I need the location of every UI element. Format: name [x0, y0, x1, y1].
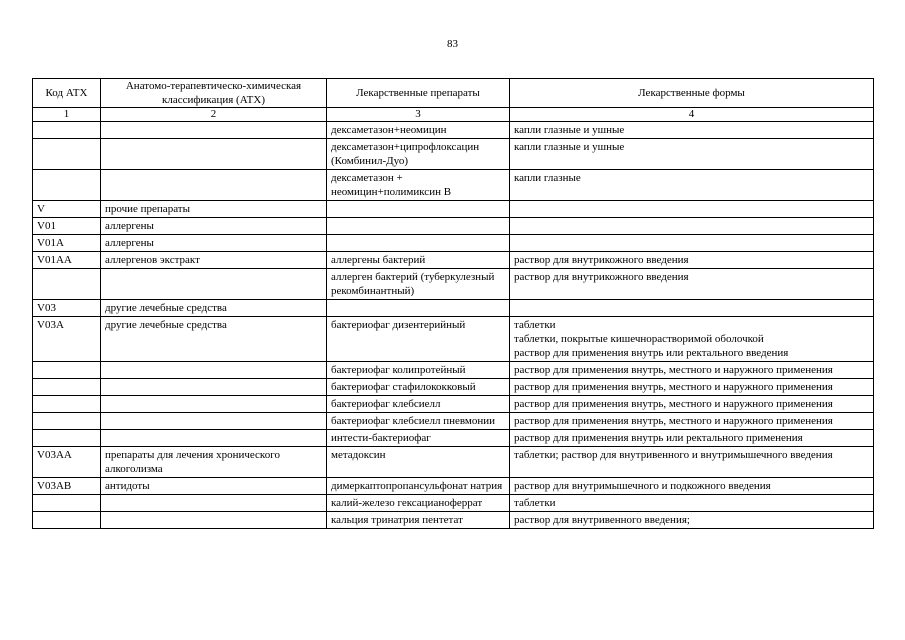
table-row [33, 170, 874, 201]
drug-name-cell: метадоксин [327, 447, 510, 478]
atc-name-cell [101, 396, 327, 413]
dosage-form-text: раствор для внутривенного введения; [514, 514, 690, 526]
dosage-form-text: раствор для применения внутрь, местного и наружного применения [514, 398, 833, 410]
dosage-form-text: капли глазные и ушные [514, 124, 625, 136]
column-number: 4 [510, 108, 874, 122]
header-row [33, 79, 874, 108]
atc-name-cell: прочие препараты [101, 201, 327, 218]
table-row [33, 252, 874, 269]
atc-name-cell [101, 512, 327, 529]
column-number: 3 [327, 108, 510, 122]
drug-name-cell [327, 235, 510, 252]
drug-name-cell: аллергены бактерий [327, 252, 510, 269]
column-number-row [33, 108, 874, 122]
atc-code-cell: V01A [33, 235, 101, 252]
atc-code-cell: V03A [33, 317, 101, 362]
column-number: 2 [101, 108, 327, 122]
atc-code-cell: V [33, 201, 101, 218]
column-number: 1 [33, 108, 101, 122]
atc-code-cell [33, 413, 101, 430]
header-atc-classification: Анатомо-терапевтическо-химическая классификация (АТХ) [101, 79, 327, 108]
drug-name-cell: бактериофаг клебсиелл пневмонии [327, 413, 510, 430]
dosage-form-text: таблетки [514, 497, 556, 509]
atc-code-cell [33, 139, 101, 170]
drug-name-cell: дексаметазон+неомицин [327, 122, 510, 139]
dosage-forms-cell [510, 218, 874, 235]
atc-code-cell: V01 [33, 218, 101, 235]
dosage-forms-cell [510, 139, 874, 170]
atc-code-cell [33, 495, 101, 512]
atc-name-cell: антидоты [101, 478, 327, 495]
atc-name-cell [101, 495, 327, 512]
atc-code-cell [33, 430, 101, 447]
drug-name-cell [327, 201, 510, 218]
atc-code-cell: V03AA [33, 447, 101, 478]
drug-name-cell: дексаметазон + неомицин+полимиксин В [327, 170, 510, 201]
drug-name-cell: кальция тринатрия пентетат [327, 512, 510, 529]
drug-name-cell: бактериофаг дизентерийный [327, 317, 510, 362]
header-dosage-forms: Лекарственные формы [510, 79, 874, 108]
table-row [33, 362, 874, 379]
table-row [33, 300, 874, 317]
table-row [33, 201, 874, 218]
atc-code-cell [33, 362, 101, 379]
table-row [33, 413, 874, 430]
atc-table [32, 78, 874, 529]
dosage-forms-cell [510, 300, 874, 317]
dosage-form-text: капли глазные [514, 172, 581, 184]
atc-name-cell [101, 430, 327, 447]
dosage-form-text: таблетки [514, 319, 556, 331]
dosage-form-text: раствор для внутрикожного введения [514, 254, 689, 266]
dosage-form-text: раствор для применения внутрь, местного и наружного применения [514, 381, 833, 393]
atc-name-cell: другие лечебные средства [101, 317, 327, 362]
dosage-form-text: капли глазные и ушные [514, 141, 625, 153]
drug-name-cell: калий-железо гексацианоферрат [327, 495, 510, 512]
dosage-forms-cell [510, 170, 874, 201]
header-atc-code: Код АТХ [33, 79, 101, 108]
drug-name-cell [327, 218, 510, 235]
dosage-form-text: таблетки; раствор для внутривенного и внутримышечного введения [514, 449, 833, 461]
table-row [33, 495, 874, 512]
atc-code-cell [33, 512, 101, 529]
atc-name-cell [101, 170, 327, 201]
atc-name-cell: аллергены [101, 218, 327, 235]
dosage-form-text: раствор для применения внутрь или ректального введения [514, 347, 789, 359]
atc-name-cell: аллергенов экстракт [101, 252, 327, 269]
dosage-form-text: раствор для внутрикожного введения [514, 271, 689, 283]
atc-name-cell: препараты для лечения хронического алкоголизма [101, 447, 327, 478]
dosage-forms-cell [510, 269, 874, 300]
table-row [33, 317, 874, 362]
table-row [33, 478, 874, 495]
table-row [33, 430, 874, 447]
drug-name-cell: интести-бактериофаг [327, 430, 510, 447]
dosage-form-text: таблетки, покрытые кишечнорастворимой оболочкой [514, 333, 764, 345]
dosage-forms-cell [510, 478, 874, 495]
atc-name-cell [101, 122, 327, 139]
dosage-forms-cell [510, 379, 874, 396]
dosage-form-text: раствор для применения внутрь, местного и наружного применения [514, 415, 833, 427]
atc-code-cell: V03AB [33, 478, 101, 495]
drug-name-cell: димеркаптопропансульфонат натрия [327, 478, 510, 495]
dosage-forms-cell [510, 317, 874, 362]
dosage-forms-cell [510, 396, 874, 413]
dosage-forms-cell [510, 122, 874, 139]
atc-code-cell [33, 379, 101, 396]
atc-code-cell: V03 [33, 300, 101, 317]
dosage-forms-cell [510, 252, 874, 269]
table-row [33, 379, 874, 396]
dosage-forms-cell [510, 235, 874, 252]
table-row [33, 396, 874, 413]
dosage-forms-cell [510, 495, 874, 512]
atc-name-cell: аллергены [101, 235, 327, 252]
dosage-forms-cell [510, 201, 874, 218]
atc-name-cell [101, 139, 327, 170]
dosage-forms-cell [510, 430, 874, 447]
atc-name-cell [101, 269, 327, 300]
drug-name-cell: бактериофаг колипротейный [327, 362, 510, 379]
drug-name-cell: дексаметазон+ципрофлоксацин (Комбинил-Дуо) [327, 139, 510, 170]
page-number: 83 [447, 38, 458, 50]
atc-name-cell [101, 413, 327, 430]
drug-name-cell: бактериофаг клебсиелл [327, 396, 510, 413]
header-drugs: Лекарственные препараты [327, 79, 510, 108]
dosage-form-text: раствор для внутримышечного и подкожного введения [514, 480, 771, 492]
atc-code-cell [33, 170, 101, 201]
atc-name-cell [101, 362, 327, 379]
table-row [33, 139, 874, 170]
atc-name-cell [101, 379, 327, 396]
drug-name-cell: аллерген бактерий (туберкулезный рекомбинантный) [327, 269, 510, 300]
dosage-forms-cell [510, 413, 874, 430]
drug-name-cell: бактериофаг стафилококковый [327, 379, 510, 396]
atc-code-cell [33, 122, 101, 139]
dosage-form-text: раствор для применения внутрь или ректального применения [514, 432, 803, 444]
drug-name-cell [327, 300, 510, 317]
atc-code-cell [33, 269, 101, 300]
dosage-forms-cell [510, 362, 874, 379]
table-row [33, 512, 874, 529]
atc-code-cell [33, 396, 101, 413]
table-row [33, 235, 874, 252]
table-row [33, 269, 874, 300]
dosage-forms-cell [510, 512, 874, 529]
table-row [33, 122, 874, 139]
atc-name-cell: другие лечебные средства [101, 300, 327, 317]
table-row [33, 447, 874, 478]
table-body [33, 122, 874, 529]
table-row [33, 218, 874, 235]
atc-code-cell: V01AA [33, 252, 101, 269]
dosage-forms-cell [510, 447, 874, 478]
dosage-form-text: раствор для применения внутрь, местного и наружного применения [514, 364, 833, 376]
